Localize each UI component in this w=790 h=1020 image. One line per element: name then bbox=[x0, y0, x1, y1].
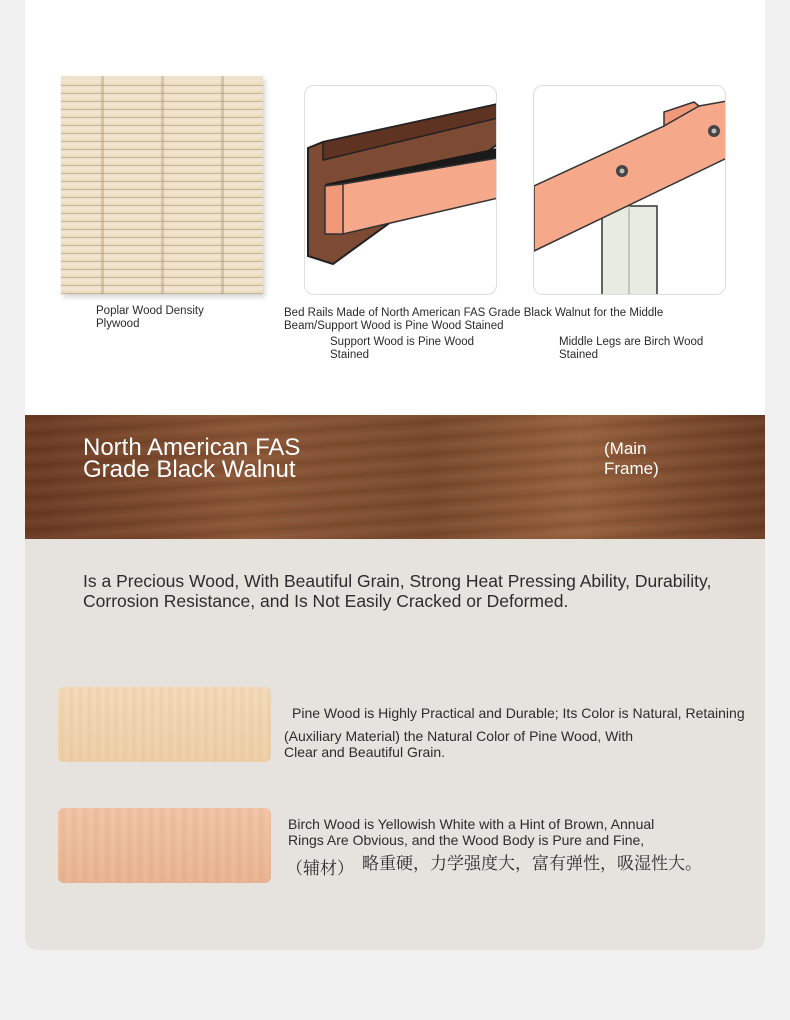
birch-cn-label: （辅材） bbox=[286, 859, 354, 879]
walnut-banner bbox=[25, 415, 765, 539]
banner-title: North American FAS Grade Black Walnut bbox=[83, 434, 301, 483]
middle-legs-illustration bbox=[534, 86, 726, 295]
pine-text-line1: Pine Wood is Highly Practical and Durable; Its Color is Natural, Retaining bbox=[292, 705, 745, 721]
pine-wood-swatch bbox=[58, 687, 271, 762]
slat-rail bbox=[101, 76, 104, 294]
pine-text-line2: (Auxiliary Material) the Natural Color of Pine Wood, With Clear and Beautiful Grain. bbox=[284, 728, 634, 760]
walnut-description: Is a Precious Wood, With Beautiful Grain, Strong Heat Pressing Ability, Durability, Corrosion Resistance, and Is Not Easily Cracked or Deformed. bbox=[83, 571, 712, 611]
plywood-caption: Poplar Wood Density Plywood bbox=[96, 305, 204, 330]
birch-cn-text: 略重硬，力学强度大，富有弹性，吸湿性大。 bbox=[362, 854, 702, 874]
support-caption: Support Wood is Pine Wood Stained bbox=[330, 336, 475, 361]
birch-text: Birch Wood is Yellowish White with a Hint of Brown, Annual Rings Are Obvious, and the Wood Body is Pure and Fine, bbox=[288, 816, 655, 848]
materials-section bbox=[25, 0, 765, 415]
bed-rail-image bbox=[304, 85, 497, 295]
wood-info-section bbox=[25, 539, 765, 950]
product-detail-card bbox=[25, 0, 765, 950]
banner-note: (Main Frame) bbox=[604, 439, 659, 478]
legs-caption: Middle Legs are Birch Wood Stained bbox=[559, 336, 704, 361]
slat-rail bbox=[221, 76, 224, 294]
birch-wood-swatch bbox=[58, 808, 271, 883]
plywood-slats-image bbox=[61, 76, 263, 294]
bed-rail-illustration bbox=[305, 86, 497, 295]
bed-rail-caption: Bed Rails Made of North American FAS Grade Black Walnut for the Middle Beam/Support Wood is Pine Wood Stained bbox=[284, 307, 664, 332]
middle-legs-image bbox=[533, 85, 726, 295]
slat-rail bbox=[161, 76, 164, 294]
